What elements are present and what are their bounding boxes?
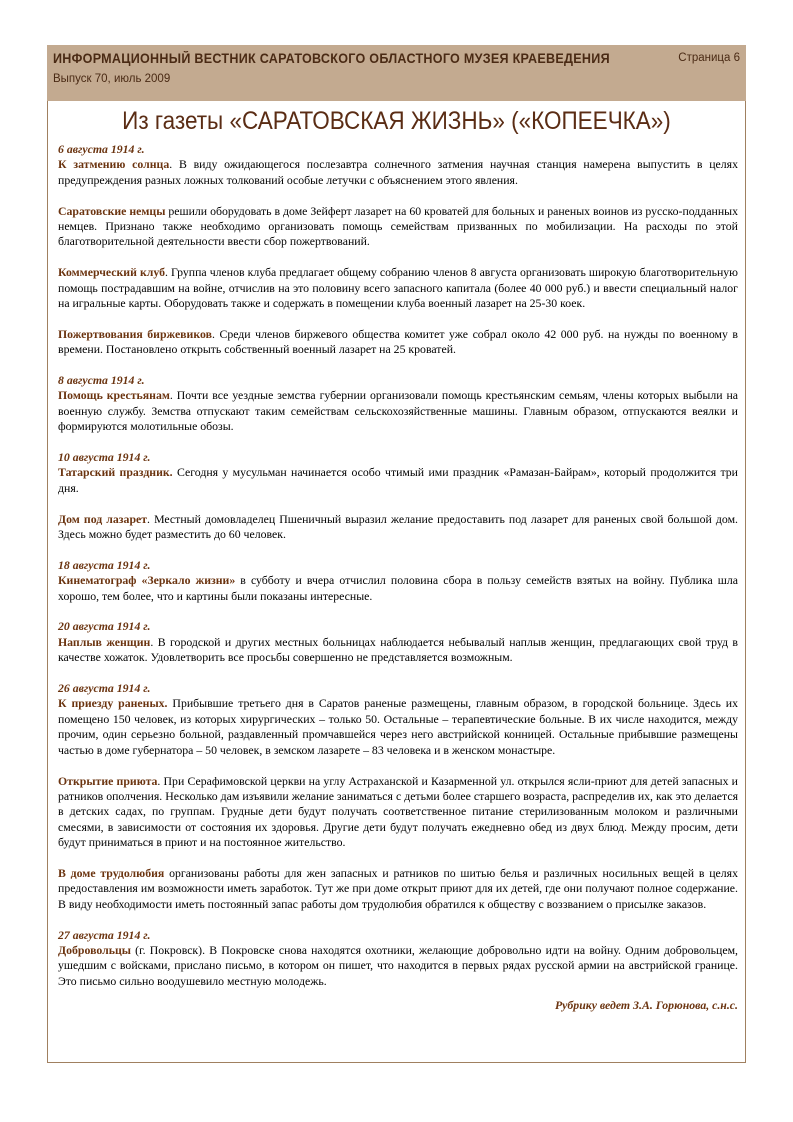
page-number: Страница 6	[678, 52, 740, 64]
news-headline: К затмению солнца	[58, 157, 170, 172]
entry-date: 6 августа 1914 г.	[58, 142, 145, 156]
news-headline: Помощь крестьянам	[58, 388, 170, 403]
entry-date: 27 августа 1914 г.	[58, 927, 151, 942]
news-item	[58, 866, 738, 912]
signature: Рубрику ведет З.А. Горюнова, с.н.с.	[554, 998, 738, 1013]
news-headline: Наплыв женщин	[58, 634, 151, 649]
news-text: Прибывшие третьего дня в Саратов раненые размещены, главным образом, в городской больнице. Здесь их помещено 150 человек, из которых хирургических – только 50. Остальные – терапевтические больные. В их числе находится, между прочим, один серьезно больной, раздавленный промчавшейся через него австрийской конницей. Остальные прибывшие размещены частью в доме губернатора – 50 человек, в земском лазарете – 83 человека и в женском монастыре.	[58, 696, 738, 757]
news-text: (г. Покровск). В Покровске снова находятся охотники, желающие добровольно идти на войну. Одним добровольцем, ушедшим с войсками, прислано письмо, в котором он пишет, что находится в первых рядах русской армии на австрийской границе. Это письмо сильно воодушевило местную молодежь.	[58, 942, 738, 988]
news-text: в субботу и вчера отчислил половина сбора в пользу семейств взятых на войну. Публика шла хорошо, тем более, что и картины были показаны интересные.	[58, 573, 738, 603]
news-item	[58, 943, 738, 989]
news-item	[58, 465, 738, 496]
entry-date: 18 августа 1914 г.	[58, 557, 151, 572]
news-text: . Группа членов клуба предлагает общему собранию членов 8 августа организовать широкую благотворительную помощь пострадавшим на войне, отчислив на это половину всего запасного капитала (более 40 000 руб.) и ввести специальный налог на игральные карты. Оборудовать также и содержать в помещении клуба военный лазарет на 25-30 коек.	[58, 265, 738, 311]
newsletter-header	[47, 45, 746, 101]
news-headline: К приезду раненых.	[58, 696, 168, 711]
issue-label: Выпуск 70, июль 2009	[53, 73, 171, 85]
entry-date: 26 августа 1914 г.	[58, 681, 151, 696]
article-body	[58, 142, 738, 1014]
entry-date: 20 августа 1914 г.	[58, 619, 151, 634]
news-item	[58, 573, 738, 604]
article-title: Из газеты «САРАТОВСКАЯ ЖИЗНЬ» («КОПЕЕЧКА»)	[122, 107, 671, 135]
news-text: организованы работы для жен запасных и ратников по шитью белья и различных носильных вещей в целях предоставления им возможности иметь заработок. Тут же при доме открыт приют для их детей, где они получают полное содержание. В виду необходимости иметь постоянный запас работы дом трудолюбия обратился к обществу с воззванием о присылке заказов.	[58, 865, 738, 911]
news-headline: Коммерческий клуб	[58, 265, 166, 280]
news-item	[58, 696, 738, 758]
newsletter-title: ИНФОРМАЦИОННЫЙ ВЕСТНИК САРАТОВСКОГО ОБЛАСТНОГО МУЗЕЯ КРАЕВЕДЕНИЯ	[53, 51, 610, 66]
news-text: . В городской и других местных больницах наблюдается небывалый наплыв женщин, предлагающих свой труд в качестве хожаток. Удовлетворить все просьбы совершенно не представляется возможным.	[58, 634, 738, 665]
news-headline: Татарский праздник.	[58, 465, 173, 480]
news-item	[58, 327, 738, 358]
entry-date: 8 августа 1914 г.	[58, 373, 145, 388]
news-headline: Кинематограф «Зеркало жизни»	[58, 573, 236, 588]
news-headline: Пожертвования биржевиков	[58, 326, 212, 341]
news-item	[58, 635, 738, 666]
news-item	[58, 157, 738, 188]
news-text: . Местный домовладелец Пшеничный выразил желание предоставить под лазарет для раненых свой большой дом. Здесь можно будет разместить до 60 человек.	[58, 511, 738, 542]
news-headline: Дом под лазарет	[58, 511, 148, 526]
news-text: Сегодня у мусульман начинается особо чтимый ими праздник «Рамазан-Байрам», который продолжится три дня.	[58, 465, 739, 495]
news-headline: Саратовские немцы	[58, 203, 166, 218]
news-item	[58, 388, 738, 434]
news-item	[58, 204, 738, 250]
entry-date: 10 августа 1914 г.	[58, 450, 151, 465]
news-text: решили оборудовать в доме Зейферт лазарет на 60 кроватей для больных и раненых воинов из русско-подданных немцев. Признано также необходимо организовать помощь семействам призванных по мобилизации. На расходы по этой благотворительной деятельности ввести сбор пожертвований.	[58, 203, 739, 249]
news-headline: Добровольцы	[58, 942, 131, 957]
news-item	[58, 265, 738, 311]
news-headline: В доме трудолюбия	[58, 865, 165, 880]
news-text: . В виду ожидающегося послезавтра солнечного затмения научная станция намерена выпустить в целях предупреждения разных ложных толкований особые летучки с объяснением этого явления.	[58, 157, 738, 187]
news-headline: Открытие приюта	[58, 773, 158, 788]
news-text: . Почти все уездные земства губернии организовали помощь крестьянским семьям, члены которых выбыли на военную службу. Земства отпускают таким семействам сельскохозяйственные машины. Главным образом, отпускаются веялки и формируются молотильные обозы.	[58, 388, 738, 434]
news-item	[58, 774, 738, 851]
news-item	[58, 512, 738, 543]
news-text: . При Серафимовской церкви на углу Астраханской и Казарменной ул. открылся ясли-приют для детей запасных и ратников ополчения. Несколько дам изъявили желание заниматься с детьми более старшего возраста, распределив их, как это делается в детских садах, по группам. Грудные дети будут получать соответственное питание стерилизованным молоком и различными смесями, в зависимости от состояния их здоровья. Другие дети будут получать ежедневно обед из двух блюд. Между просим, дети будут приниматься в приют и на постоянное жительство.	[58, 773, 738, 850]
news-text: . Среди членов биржевого общества комитет уже собрал около 42 000 руб. на нужды по военному в времени. Постановлено открыть собственный военный лазарет на 25 кроватей.	[58, 326, 738, 357]
